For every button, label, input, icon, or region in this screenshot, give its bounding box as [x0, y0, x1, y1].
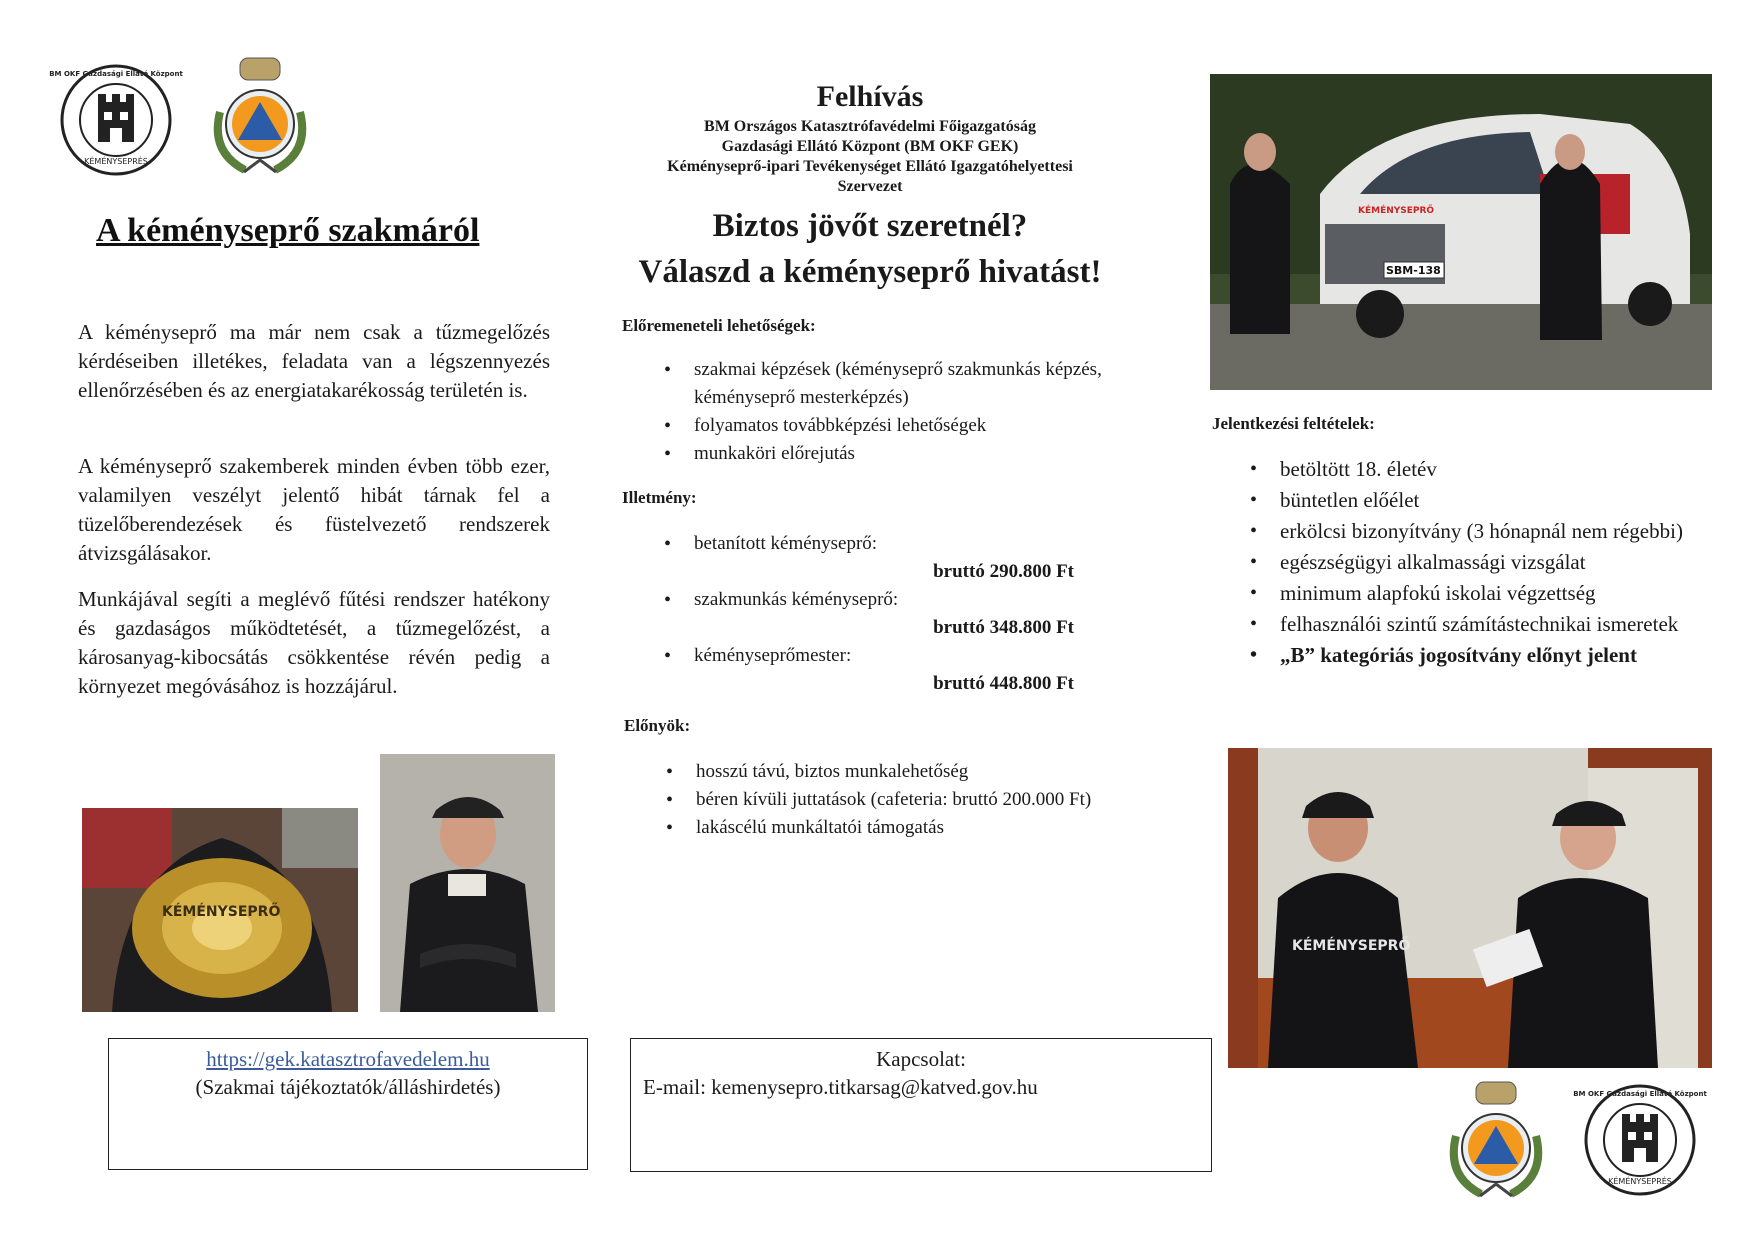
list-item: • erkölcsi bizonyítvány (3 hónapnál nem régebbi)	[1244, 516, 1728, 547]
benefits-heading: Előnyök:	[624, 716, 691, 735]
photo-jacket-text: KÉMÉNYSEPRŐ	[162, 904, 281, 920]
website-note: (Szakmai tájékoztatók/álláshirdetés)	[195, 1075, 501, 1099]
list-item: • lakáscélú munkáltatói támogatás	[660, 814, 1140, 842]
photo-inspection	[1228, 748, 1712, 1068]
website-box	[108, 1038, 588, 1170]
salary-list	[658, 530, 1074, 698]
left-title: A kéményseprő szakmáról	[96, 212, 480, 249]
seal-ring-text: BM OKF Gazdasági Ellátó Központ	[1573, 1090, 1707, 1098]
contact-email[interactable]: E-mail: kemenysepro.titkarsag@katved.gov.hu	[643, 1075, 1038, 1099]
benefits-list	[660, 758, 1140, 842]
intro-paragraph-1: A kéményseprő ma már nem csak a tűzmegelőzés kérdéseiben illetékes, feladata van a légszennyezés ellenőrzésében és az energiatakarékosság területén is.	[78, 320, 550, 402]
list-item-bold: • „B” kategóriás jogosítvány előnyt jelent	[1244, 640, 1728, 671]
van-text: KÉMÉNYSEPRŐ	[1358, 206, 1435, 216]
gek-seal-logo-bottom	[1573, 1080, 1707, 1200]
photo-inspection-jacket-text: KÉMÉNYSEPRŐ	[1292, 938, 1411, 954]
seal-sub-text: KÉMÉNYSEPRÉS	[1608, 1177, 1672, 1186]
gek-seal-logo	[49, 60, 183, 180]
requirements-heading: Jelentkezési feltételek:	[1212, 414, 1375, 433]
list-item: • folyamatos továbbképzési lehetőségek	[658, 412, 1134, 440]
contact-label: Kapcsolat:	[876, 1047, 966, 1071]
van-plate: SBM-138	[1386, 264, 1441, 277]
seal-sub-text: KÉMÉNYSEPRÉS	[84, 157, 148, 166]
katasztrofavedelem-emblem	[200, 52, 320, 182]
salary-amount: bruttó 290.800 Ft	[933, 561, 1074, 582]
photo-sweep-portrait	[380, 754, 555, 1012]
seal-ring-text: BM OKF Gazdasági Ellátó Központ	[49, 70, 183, 78]
intro-paragraph-3: Munkájával segíti a meglévő fűtési rendszer hatékony és gazdaságos működtetését, a tűzmegelőzést, a károsanyag-kibocsátás csökkentése révén pedig a környezet megóvásához is hozzájárul.	[78, 587, 550, 698]
website-link[interactable]: https://gek.katasztrofavedelem.hu	[206, 1047, 490, 1071]
salary-role: • betanított kéményseprő:	[658, 530, 1074, 558]
list-item: • felhasználói szintű számítástechnikai ismeretek	[1244, 609, 1728, 640]
list-item: • betöltött 18. életév	[1244, 454, 1728, 485]
contact-box	[630, 1038, 1212, 1172]
org-line-4: Szervezet	[837, 178, 903, 195]
slogan-question: Biztos jövőt szeretnél?	[712, 208, 1028, 244]
salary-heading: Illetmény:	[622, 488, 697, 507]
requirements-list	[1244, 454, 1728, 671]
org-block	[610, 117, 1130, 197]
org-line-2: Gazdasági Ellátó Központ (BM OKF GEK)	[721, 138, 1019, 155]
salary-role: • szakmunkás kéményseprő:	[658, 586, 1074, 614]
list-item: • minimum alapfokú iskolai végzettség	[1244, 578, 1728, 609]
photo-jacket-back	[82, 808, 358, 1012]
intro-paragraph-2: A kéményseprő szakemberek minden évben több ezer, valamilyen veszélyt jelentő hibát tárnak fel a tüzelőberendezések és füstelvezető rendszerek átvizsgálásakor.	[78, 454, 550, 565]
advancement-heading: Előremeneteli lehetőségek:	[622, 316, 816, 335]
list-item: • egészségügyi alkalmassági vizsgálat	[1244, 547, 1728, 578]
photo-van-team	[1210, 74, 1712, 390]
list-item: • büntetlen előélet	[1244, 485, 1728, 516]
katasztrofavedelem-emblem-bottom	[1436, 1076, 1556, 1204]
advancement-list	[658, 356, 1134, 468]
org-line-1: BM Országos Katasztrófavédelmi Főigazgatóság	[704, 118, 1036, 135]
list-item: • hosszú távú, biztos munkalehetőség	[660, 758, 1140, 786]
slogan-call: Válaszd a kéményseprő hivatást!	[638, 254, 1102, 290]
salary-amount: bruttó 348.800 Ft	[933, 617, 1074, 638]
list-item: • szakmai képzések (kéményseprő szakmunkás képzés, kéményseprő mesterképzés)	[658, 356, 1134, 412]
salary-amount: bruttó 448.800 Ft	[933, 673, 1074, 694]
list-item: • béren kívüli juttatások (cafeteria: bruttó 200.000 Ft)	[660, 786, 1140, 814]
list-item: • munkaköri előrejutás	[658, 440, 1134, 468]
salary-role: • kéményseprőmester:	[658, 642, 1074, 670]
felhivas-title: Felhívás	[816, 80, 924, 113]
org-line-3: Kéményseprő-ipari Tevékenységet Ellátó Igazgatóhelyettesi	[667, 158, 1073, 175]
